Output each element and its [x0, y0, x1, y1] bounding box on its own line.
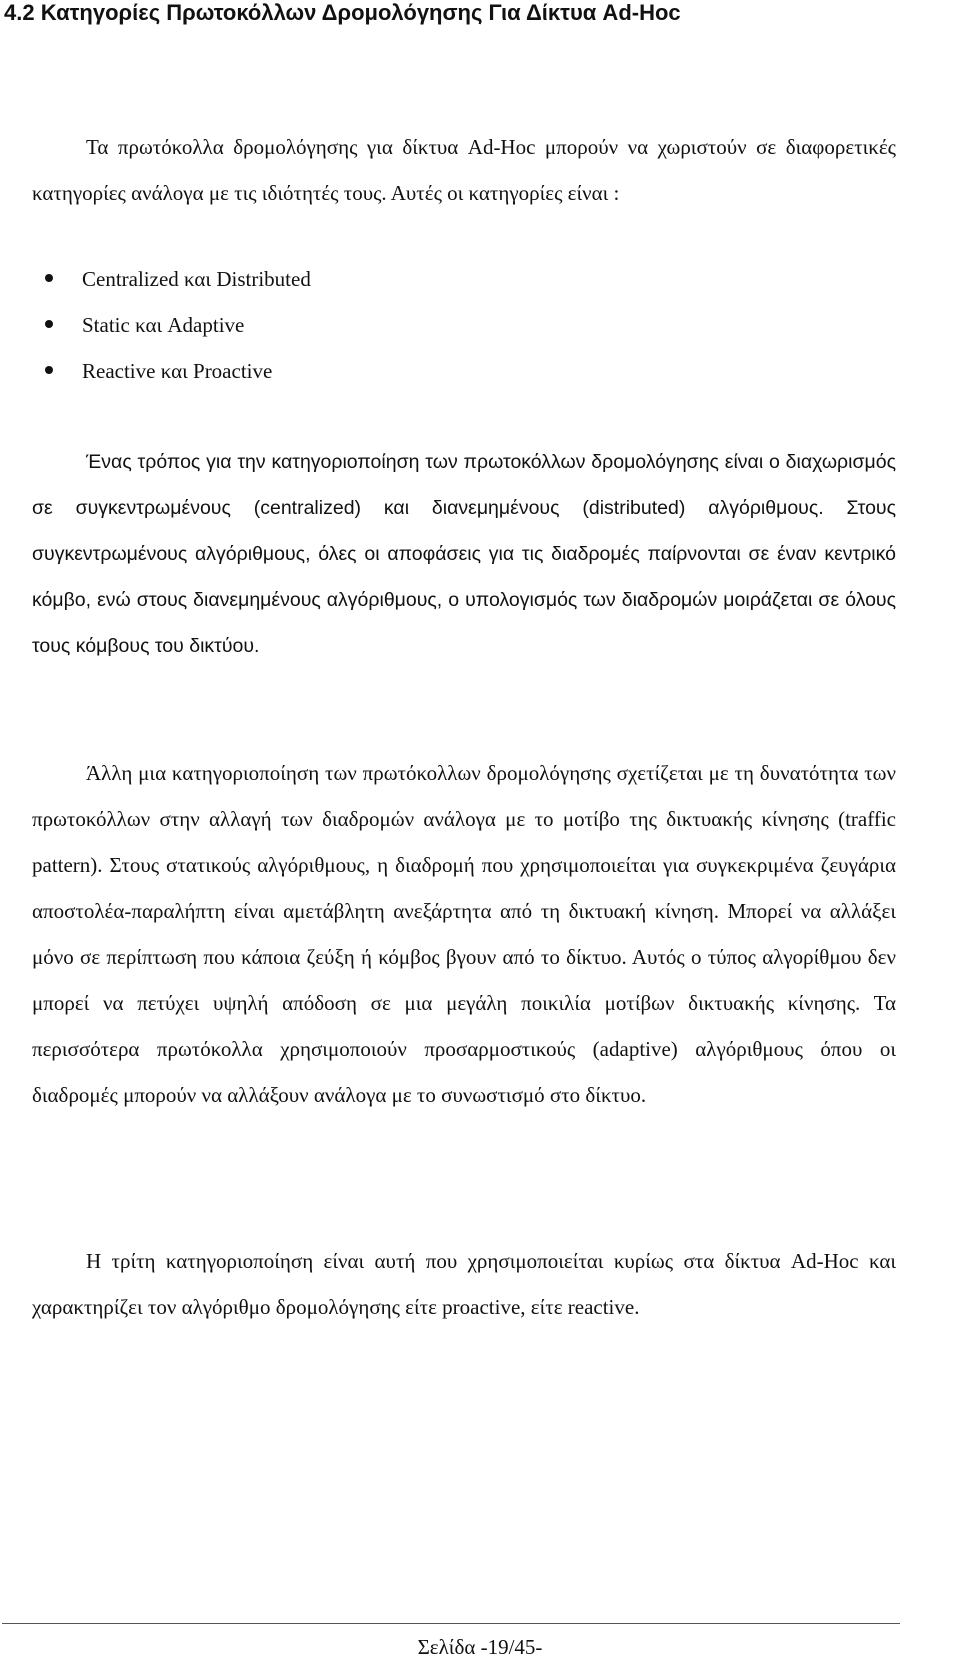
page-number: Σελίδα -19/45- [417, 1635, 543, 1659]
bullet-icon [45, 366, 53, 374]
paragraph-proactive: Η τρίτη κατηγοριοποίηση είναι αυτή που χρησιμοποιείται κυρίως στα δίκτυα Ad-Hoc και χαρακτηρίζει τον αλγόριθμο δρομολόγησης είτε proactive, είτε reactive. [32, 1249, 896, 1319]
list-item [32, 348, 311, 394]
section-heading: 4.2 Κατηγορίες Πρωτοκόλλων Δρομολόγησης Για Δίκτυα Ad-Hoc [4, 0, 681, 25]
paragraph-centralized: Ένας τρόπος για την κατηγοριοποίηση των πρωτοκόλλων δρομολόγησης είναι ο διαχωρισμός σε συγκεντρωμένους (centralized) και διανεμημένους (distributed) αλγόριθμους. Στους συγκεντρωμένους αλγόριθμους, όλες οι αποφάσεις για τις διαδρομές παίρνονται σε έναν κεντρικό κόμβο, ενώ στους διανεμημένους αλγόριθμους, ο υπολογισμός των διαδρομών μοιράζεται σε όλους τους κόμβους του δικτύου. [32, 451, 896, 657]
list-item [32, 256, 311, 302]
categories-list [32, 256, 311, 394]
bullet-icon [45, 274, 53, 282]
footer-divider [2, 1623, 900, 1624]
intro-paragraph: Τα πρωτόκολλα δρομολόγησης για δίκτυα Ad-Hoc μπορούν να χωριστούν σε διαφορετικές κατηγορίες ανάλογα με τις ιδιότητές τους. Αυτές οι κατηγορίες είναι : [32, 135, 896, 205]
paragraph-adaptive: Άλλη μια κατηγοριοποίηση των πρωτόκολλων δρομολόγησης σχετίζεται με τη δυνατότητα των πρωτοκόλλων στην αλλαγή των διαδρομών ανάλογα με το μοτίβο της δικτυακής κίνησης (traffic pattern). Στους στατικούς αλγόριθμους, η διαδρομή που χρησιμοποιείται για συγκεκριμένα ζευγάρια αποστολέα-παραλήπτη είναι αμετάβλητη ανεξάρτητα από τη δικτυακή κίνηση. Μπορεί να αλλάξει μόνο σε περίπτωση που κάποια ζεύξη ή κόμβος βγουν από το δίκτυο. Αυτός ο τύπος αλγορίθμου δεν μπορεί να πετύχει υψηλή απόδοση σε μια μεγάλη ποικιλία μοτίβων δικτυακής κίνησης. Τα περισσότερα πρωτόκολλα χρησιμοποιούν προσαρμοστικούς (adaptive) αλγόριθμους όπου οι διαδρομές μπορούν να αλλάξουν ανάλογα με το συνωστισμό στο δίκτυο. [32, 761, 896, 1107]
category-label: Centralized και Distributed [82, 267, 311, 291]
category-label: Reactive και Proactive [82, 359, 273, 383]
list-item [32, 302, 311, 348]
bullet-icon [45, 320, 53, 328]
category-label: Static και Adaptive [82, 313, 245, 337]
